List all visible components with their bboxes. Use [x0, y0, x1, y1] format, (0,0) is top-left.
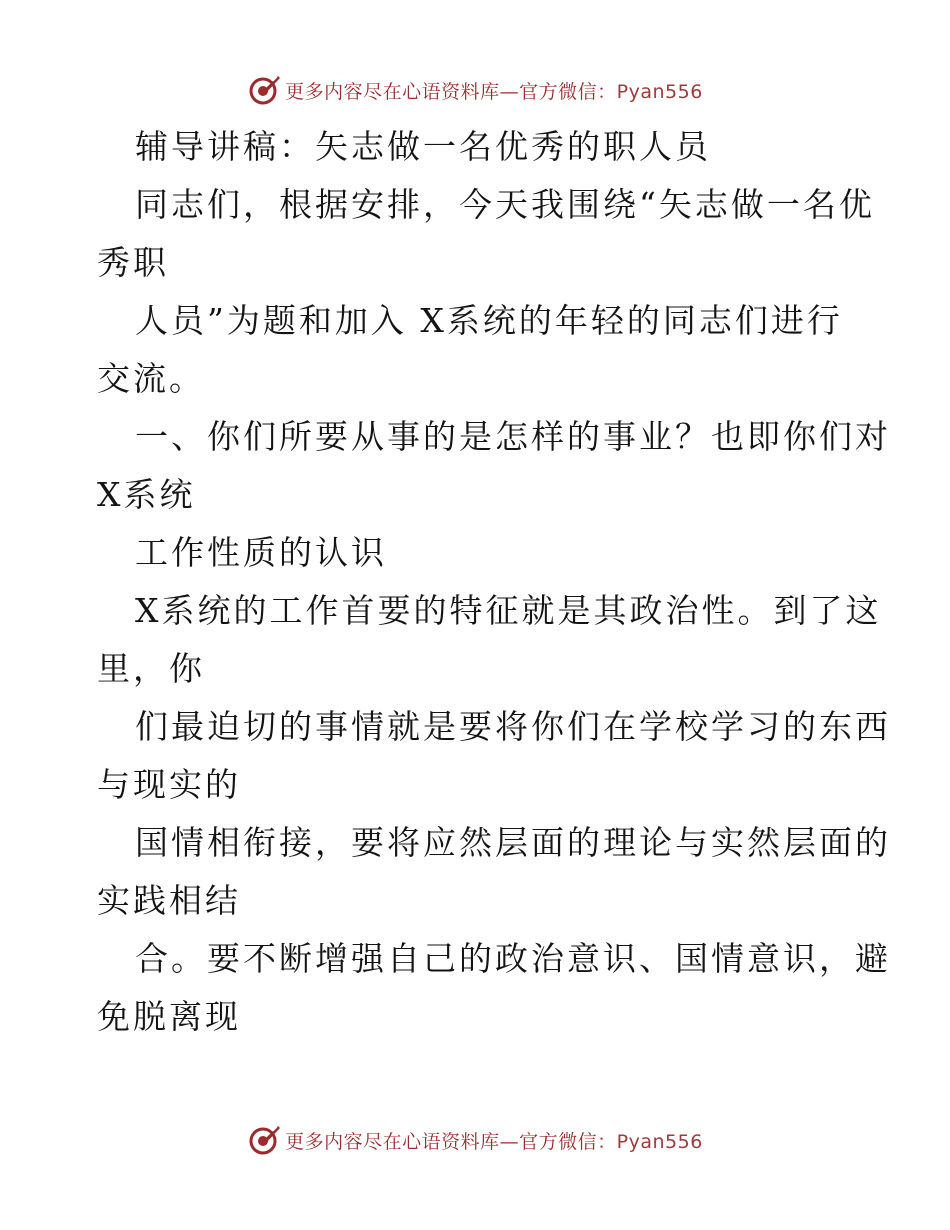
paragraph-line: 里，你 — [97, 649, 205, 688]
paragraph-line: 与现实的 — [97, 765, 241, 804]
document-title: 辅导讲稿：矢志做一名优秀的职人员 — [135, 127, 711, 166]
section-heading-line: 工作性质的认识 — [135, 533, 387, 572]
paragraph-line: 交流。 — [97, 359, 205, 398]
paragraph-line: 免脱离现 — [97, 997, 241, 1036]
footer-banner-handle: Pyan556 — [616, 1130, 703, 1153]
header-banner-text — [285, 77, 703, 104]
paragraph-line: 秀职 — [97, 243, 169, 282]
header-watermark-banner — [0, 68, 950, 112]
paragraph-line: X系统的工作首要的特征就是其政治性。到了这 — [135, 591, 882, 630]
paragraph-line: 实践相结 — [97, 881, 241, 920]
paragraph-line: 人员”为题和加入 X系统的年轻的同志们进行 — [135, 301, 843, 340]
quill-logo-icon — [247, 1123, 281, 1157]
header-banner-handle: Pyan556 — [616, 80, 703, 103]
paragraph-line: 国情相衔接，要将应然层面的理论与实然层面的 — [135, 823, 891, 862]
footer-banner-text — [285, 1127, 703, 1154]
section-heading-line: 一、你们所要从事的是怎样的事业？也即你们对 — [135, 417, 891, 456]
footer-banner-label: 更多内容尽在心语资料库—官方微信： — [285, 1130, 617, 1153]
paragraph-line: 同志们，根据安排，今天我围绕“矢志做一名优 — [135, 185, 875, 224]
header-banner-label: 更多内容尽在心语资料库—官方微信： — [285, 80, 617, 103]
document-body — [97, 118, 891, 1046]
quill-logo-icon — [247, 73, 281, 107]
footer-watermark-banner — [0, 1118, 950, 1162]
paragraph-line: 们最迫切的事情就是要将你们在学校学习的东西 — [135, 707, 891, 746]
section-heading-line: X系统 — [97, 475, 196, 514]
paragraph-line: 合。要不断增强自己的政治意识、国情意识，避 — [135, 939, 891, 978]
